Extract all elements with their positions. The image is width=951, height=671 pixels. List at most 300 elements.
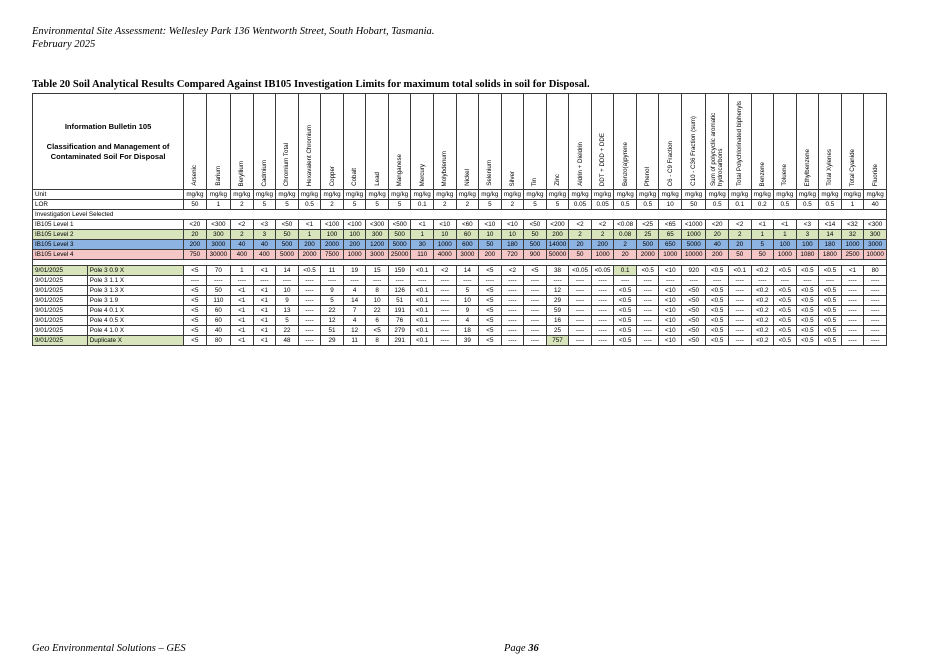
lor-cell: 50 <box>682 200 706 210</box>
level-value: 1200 <box>366 240 389 250</box>
sample-value: ---- <box>434 316 457 326</box>
level-value: <1 <box>298 220 321 230</box>
level-value: <100 <box>321 220 344 230</box>
investigation-level-row <box>33 240 887 250</box>
unit-cell: mg/kg <box>501 190 524 200</box>
level-value: 40 <box>253 240 276 250</box>
sample-value: <1 <box>253 296 276 306</box>
level-value: 30000 <box>206 250 230 260</box>
analyte-header <box>706 94 729 190</box>
sample-value: <2 <box>434 266 457 276</box>
level-value: <25 <box>636 220 659 230</box>
sample-id: Pole 4 0.5 X <box>87 316 183 326</box>
analyte-header-row <box>33 94 887 190</box>
sample-value: ---- <box>659 276 682 286</box>
investigation-section-row <box>33 210 887 220</box>
sample-value: ---- <box>501 326 524 336</box>
analyte-name: DDT + DDD + DDE <box>599 132 607 186</box>
analyte-name: Sum of polycyclic aromatic hydrocarbons <box>710 112 725 186</box>
analyte-header <box>434 94 457 190</box>
sample-value: ---- <box>751 276 774 286</box>
analyte-name: Barium <box>214 166 222 186</box>
sample-value: ---- <box>591 326 614 336</box>
level-value: <1 <box>411 220 434 230</box>
sample-value: <1 <box>231 326 254 336</box>
sample-value: ---- <box>434 286 457 296</box>
analyte-header <box>501 94 524 190</box>
sample-value: ---- <box>864 306 887 316</box>
level-value: 1000 <box>591 250 614 260</box>
sample-value: ---- <box>569 276 592 286</box>
analyte-name: Chromium Total <box>283 142 291 186</box>
sample-value: ---- <box>728 306 751 316</box>
sample-id: Pole 3 1.9 <box>87 296 183 306</box>
sample-value: 9 <box>456 306 479 316</box>
sample-value: <5 <box>184 316 207 326</box>
sample-value: <0.5 <box>819 326 842 336</box>
sample-value: ---- <box>434 276 457 286</box>
level-value: 60 <box>456 230 479 240</box>
level-value: 300 <box>206 230 230 240</box>
level-value: 200 <box>343 240 366 250</box>
sample-date: 9/01/2025 <box>33 336 88 346</box>
sample-value: ---- <box>841 286 864 296</box>
sample-value: ---- <box>456 276 479 286</box>
unit-cell: mg/kg <box>682 190 706 200</box>
analyte-header <box>659 94 682 190</box>
sample-value: ---- <box>591 286 614 296</box>
level-label: IB105 Level 1 <box>33 220 184 230</box>
lor-cell: 1 <box>206 200 230 210</box>
sample-value: <5 <box>479 336 502 346</box>
level-value: <500 <box>388 220 411 230</box>
level-value: <300 <box>206 220 230 230</box>
level-value: 500 <box>388 230 411 240</box>
sample-value: <10 <box>659 266 682 276</box>
sample-value: 0.1 <box>614 266 637 276</box>
sample-value: ---- <box>864 286 887 296</box>
level-value: 14 <box>819 230 842 240</box>
sample-value: 51 <box>321 326 344 336</box>
analyte-name: Total Cyanide <box>848 148 856 186</box>
sample-value: ---- <box>591 306 614 316</box>
analyte-header <box>366 94 389 190</box>
level-value: <10 <box>479 220 502 230</box>
analyte-name: Selenium <box>486 160 494 186</box>
lor-cell: 5 <box>366 200 389 210</box>
level-value: 50 <box>728 250 751 260</box>
level-value: 3000 <box>366 250 389 260</box>
sample-value: ---- <box>524 276 547 286</box>
sample-value: 6 <box>366 316 389 326</box>
sample-value: 14 <box>343 296 366 306</box>
sample-value: <0.5 <box>636 266 659 276</box>
sample-value: ---- <box>591 316 614 326</box>
level-value: <3 <box>796 220 819 230</box>
level-value: 0.08 <box>614 230 637 240</box>
level-value: 200 <box>706 250 729 260</box>
sample-value: ---- <box>298 316 321 326</box>
sample-value: ---- <box>569 336 592 346</box>
sample-value: 7 <box>343 306 366 316</box>
sample-id: Pole 3 1.3 X <box>87 286 183 296</box>
analyte-name: Molybdenum <box>441 150 449 186</box>
level-value: 3000 <box>206 240 230 250</box>
level-value: 5000 <box>276 250 299 260</box>
analyte-name: Total Polychlorinated biphenyls <box>736 101 744 186</box>
sample-value: 9 <box>321 286 344 296</box>
sample-value: 38 <box>546 266 569 276</box>
sample-value: <50 <box>682 306 706 316</box>
level-value: <1 <box>751 220 774 230</box>
unit-cell: mg/kg <box>206 190 230 200</box>
level-value: <2 <box>591 220 614 230</box>
sample-value: <0.2 <box>751 306 774 316</box>
unit-row <box>33 190 887 200</box>
unit-cell: mg/kg <box>774 190 797 200</box>
sample-value: <0.5 <box>706 266 729 276</box>
sample-value: <0.5 <box>614 306 637 316</box>
sample-value: <5 <box>524 266 547 276</box>
lor-cell: 5 <box>276 200 299 210</box>
sample-value: 291 <box>388 336 411 346</box>
level-value: 50 <box>276 230 299 240</box>
sample-value: <0.05 <box>569 266 592 276</box>
sample-value: ---- <box>298 336 321 346</box>
level-value: <60 <box>456 220 479 230</box>
sample-row <box>33 276 887 286</box>
level-value: <1000 <box>682 220 706 230</box>
analyte-name: Toluene <box>781 164 789 186</box>
lor-cell: 0.5 <box>298 200 321 210</box>
sample-value: ---- <box>569 296 592 306</box>
sample-row <box>33 296 887 306</box>
document-date: February 2025 <box>32 39 96 50</box>
sample-value: ---- <box>682 276 706 286</box>
level-value: <50 <box>524 220 547 230</box>
sample-value: 8 <box>366 336 389 346</box>
page-prefix: Page <box>504 643 529 654</box>
level-value: 1 <box>298 230 321 240</box>
analyte-header <box>184 94 207 190</box>
unit-cell: mg/kg <box>184 190 207 200</box>
sample-value: <0.05 <box>591 266 614 276</box>
sample-value: ---- <box>434 296 457 306</box>
level-value: 100 <box>796 240 819 250</box>
sample-value: <0.5 <box>706 296 729 306</box>
sample-value: 51 <box>388 296 411 306</box>
sample-value: <0.5 <box>796 316 819 326</box>
sample-value: ---- <box>728 276 751 286</box>
level-value: 750 <box>184 250 207 260</box>
sample-value: <0.5 <box>774 336 797 346</box>
sample-value: <0.1 <box>411 326 434 336</box>
level-value: 1000 <box>659 250 682 260</box>
sample-value: <10 <box>659 316 682 326</box>
level-label: IB105 Level 3 <box>33 240 184 250</box>
level-value: 100 <box>774 240 797 250</box>
level-value: 110 <box>411 250 434 260</box>
lor-cell: 0.05 <box>591 200 614 210</box>
unit-cell: mg/kg <box>659 190 682 200</box>
sample-value: <0.5 <box>706 286 729 296</box>
sample-value: 5 <box>456 286 479 296</box>
sample-value: 39 <box>456 336 479 346</box>
analyte-header <box>774 94 797 190</box>
sample-value: 16 <box>546 316 569 326</box>
level-value: 50 <box>569 250 592 260</box>
sample-value: <0.5 <box>774 326 797 336</box>
lor-cell: 5 <box>253 200 276 210</box>
analyte-name: C6 - C9 Fraction <box>666 140 674 186</box>
unit-cell: mg/kg <box>864 190 887 200</box>
sample-value: ---- <box>501 276 524 286</box>
lor-cell: 2 <box>231 200 254 210</box>
analyte-header <box>411 94 434 190</box>
level-value: <2 <box>728 220 751 230</box>
analyte-header <box>253 94 276 190</box>
sample-value: <10 <box>659 336 682 346</box>
analyte-header <box>206 94 230 190</box>
sample-value: 22 <box>321 306 344 316</box>
sample-value: ---- <box>636 336 659 346</box>
sample-value: <0.5 <box>796 266 819 276</box>
sample-value: ---- <box>728 286 751 296</box>
unit-cell: mg/kg <box>479 190 502 200</box>
analyte-header <box>591 94 614 190</box>
level-value: 5 <box>751 240 774 250</box>
info-bulletin-cell <box>33 94 184 190</box>
analyte-name: Fluoride <box>871 163 879 186</box>
level-value: 2 <box>569 230 592 240</box>
lor-cell: 5 <box>479 200 502 210</box>
unit-cell: mg/kg <box>796 190 819 200</box>
lor-label: LOR <box>33 200 184 210</box>
level-value: 1 <box>751 230 774 240</box>
unit-cell: mg/kg <box>591 190 614 200</box>
sample-row <box>33 306 887 316</box>
investigation-level-row <box>33 220 887 230</box>
level-value: 5000 <box>388 240 411 250</box>
analyte-header <box>682 94 706 190</box>
sample-value: <0.5 <box>774 306 797 316</box>
sample-id: Pole 4 1.0 X <box>87 326 183 336</box>
sample-value: 10 <box>366 296 389 306</box>
sample-value: <50 <box>682 316 706 326</box>
sample-value: 60 <box>206 306 230 316</box>
sample-value: <0.5 <box>614 286 637 296</box>
level-value: 10 <box>434 230 457 240</box>
level-value: 10000 <box>864 250 887 260</box>
level-value: <0.08 <box>614 220 637 230</box>
sample-value: <10 <box>659 286 682 296</box>
lor-cell: 5 <box>524 200 547 210</box>
sample-value: 8 <box>366 286 389 296</box>
level-value: <32 <box>841 220 864 230</box>
sample-value: <0.5 <box>819 336 842 346</box>
lor-cell: 5 <box>546 200 569 210</box>
analyte-header <box>546 94 569 190</box>
level-value: 100 <box>343 230 366 240</box>
sample-value: 4 <box>343 286 366 296</box>
sample-value: <1 <box>253 336 276 346</box>
sample-value: ---- <box>569 316 592 326</box>
lor-row <box>33 200 887 210</box>
analyte-name: Mercury <box>418 163 426 186</box>
sample-value: ---- <box>819 276 842 286</box>
page-number: 36 <box>528 643 539 654</box>
sample-value: <0.5 <box>796 286 819 296</box>
analyte-header <box>456 94 479 190</box>
sample-value: ---- <box>524 326 547 336</box>
analyte-header <box>298 94 321 190</box>
sample-value: 80 <box>206 336 230 346</box>
sample-value: ---- <box>546 276 569 286</box>
sample-value: ---- <box>321 276 344 286</box>
sample-value: 1 <box>231 266 254 276</box>
sample-value: 15 <box>366 266 389 276</box>
level-value: 500 <box>524 240 547 250</box>
sample-value: ---- <box>501 286 524 296</box>
sample-value: <0.5 <box>614 336 637 346</box>
sample-value: ---- <box>524 296 547 306</box>
sample-value: ---- <box>614 276 637 286</box>
sample-value: 159 <box>388 266 411 276</box>
sample-value: <5 <box>479 326 502 336</box>
level-value: <2 <box>569 220 592 230</box>
sample-value: 22 <box>276 326 299 336</box>
sample-value: <0.5 <box>819 266 842 276</box>
sample-date: 9/01/2025 <box>33 316 88 326</box>
sample-value: <1 <box>231 316 254 326</box>
level-value: <14 <box>819 220 842 230</box>
sample-value: ---- <box>569 286 592 296</box>
level-value: 65 <box>659 230 682 240</box>
sample-value: <1 <box>253 266 276 276</box>
analyte-name: Manganese <box>396 153 404 186</box>
lor-cell: 0.5 <box>706 200 729 210</box>
level-value: <200 <box>546 220 569 230</box>
lor-cell: 5 <box>388 200 411 210</box>
unit-cell: mg/kg <box>614 190 637 200</box>
sample-value: ---- <box>276 276 299 286</box>
sample-value: ---- <box>501 296 524 306</box>
sample-value: 11 <box>343 336 366 346</box>
sample-value: 5 <box>276 316 299 326</box>
sample-value: <0.5 <box>796 326 819 336</box>
sample-value: <5 <box>184 286 207 296</box>
sample-value: 9 <box>276 296 299 306</box>
sample-value: <0.5 <box>706 336 729 346</box>
lor-cell: 2 <box>456 200 479 210</box>
sample-value: <0.5 <box>796 336 819 346</box>
level-value: 300 <box>366 230 389 240</box>
level-value: 5000 <box>682 240 706 250</box>
sample-value: 29 <box>546 296 569 306</box>
analyte-name: Copper <box>328 165 336 186</box>
sample-value: <0.2 <box>751 296 774 306</box>
sample-value: <5 <box>184 336 207 346</box>
level-value: 1000 <box>682 230 706 240</box>
sample-value: 12 <box>343 326 366 336</box>
level-value: 25000 <box>388 250 411 260</box>
sample-value: <0.1 <box>411 266 434 276</box>
footer-page <box>504 643 539 654</box>
sample-value: 4 <box>456 316 479 326</box>
analyte-name: Nickel <box>463 169 471 186</box>
level-value: <20 <box>184 220 207 230</box>
level-value: 200 <box>546 230 569 240</box>
sample-value: ---- <box>411 276 434 286</box>
unit-cell: mg/kg <box>841 190 864 200</box>
sample-id: Duplicate X <box>87 336 183 346</box>
sample-value: <1 <box>231 286 254 296</box>
sample-value: ---- <box>728 336 751 346</box>
sample-value: 10 <box>456 296 479 306</box>
level-value: 20 <box>706 230 729 240</box>
table-title: Table 20 Soil Analytical Results Compared Against IB105 Investigation Limits for maximum total solids in soil for Disposal. <box>32 79 590 90</box>
level-value: 40 <box>231 240 254 250</box>
sample-value: <0.5 <box>774 316 797 326</box>
sample-value: <0.1 <box>411 306 434 316</box>
sample-value: <1 <box>231 306 254 316</box>
results-table <box>32 93 887 346</box>
level-value: 25 <box>636 230 659 240</box>
lor-cell: 10 <box>659 200 682 210</box>
sample-value: <1 <box>231 336 254 346</box>
info-bulletin-subtitle: Classification and Management of Contaminated Soil For Disposal <box>46 141 170 161</box>
level-label: IB105 Level 4 <box>33 250 184 260</box>
sample-value: ---- <box>524 336 547 346</box>
sample-id: Pole 4 0.1 X <box>87 306 183 316</box>
unit-cell: mg/kg <box>706 190 729 200</box>
sample-value: 920 <box>682 266 706 276</box>
sample-value: ---- <box>298 306 321 316</box>
unit-label: Unit <box>33 190 184 200</box>
sample-row <box>33 326 887 336</box>
sample-value: 40 <box>206 326 230 336</box>
document-title: Environmental Site Assessment: Wellesley Park 136 Wentworth Street, South Hobart, Tasmania. <box>32 26 435 37</box>
analyte-name: C10 - C36 Fraction (sum) <box>690 116 698 186</box>
analyte-name: Tin <box>531 177 539 186</box>
level-value: 400 <box>231 250 254 260</box>
level-value: 14000 <box>546 240 569 250</box>
level-value: 1800 <box>819 250 842 260</box>
sample-date: 9/01/2025 <box>33 326 88 336</box>
sample-value: <5 <box>479 306 502 316</box>
analyte-header <box>819 94 842 190</box>
sample-value: ---- <box>706 276 729 286</box>
lor-cell: 0.5 <box>819 200 842 210</box>
analyte-header <box>231 94 254 190</box>
analyte-name: Silver <box>508 170 516 186</box>
level-value: 3 <box>253 230 276 240</box>
analyte-name: Beryllium <box>238 160 246 186</box>
unit-cell: mg/kg <box>298 190 321 200</box>
level-value: 1000 <box>343 250 366 260</box>
sample-value: <0.2 <box>751 266 774 276</box>
sample-value: ---- <box>501 336 524 346</box>
sample-value: <0.5 <box>774 296 797 306</box>
sample-value: <0.1 <box>411 296 434 306</box>
level-value: 200 <box>184 240 207 250</box>
sample-value: ---- <box>774 276 797 286</box>
sample-value: ---- <box>841 276 864 286</box>
level-value: 2 <box>231 230 254 240</box>
level-value: <2 <box>231 220 254 230</box>
level-value: 650 <box>659 240 682 250</box>
sample-value: ---- <box>728 296 751 306</box>
